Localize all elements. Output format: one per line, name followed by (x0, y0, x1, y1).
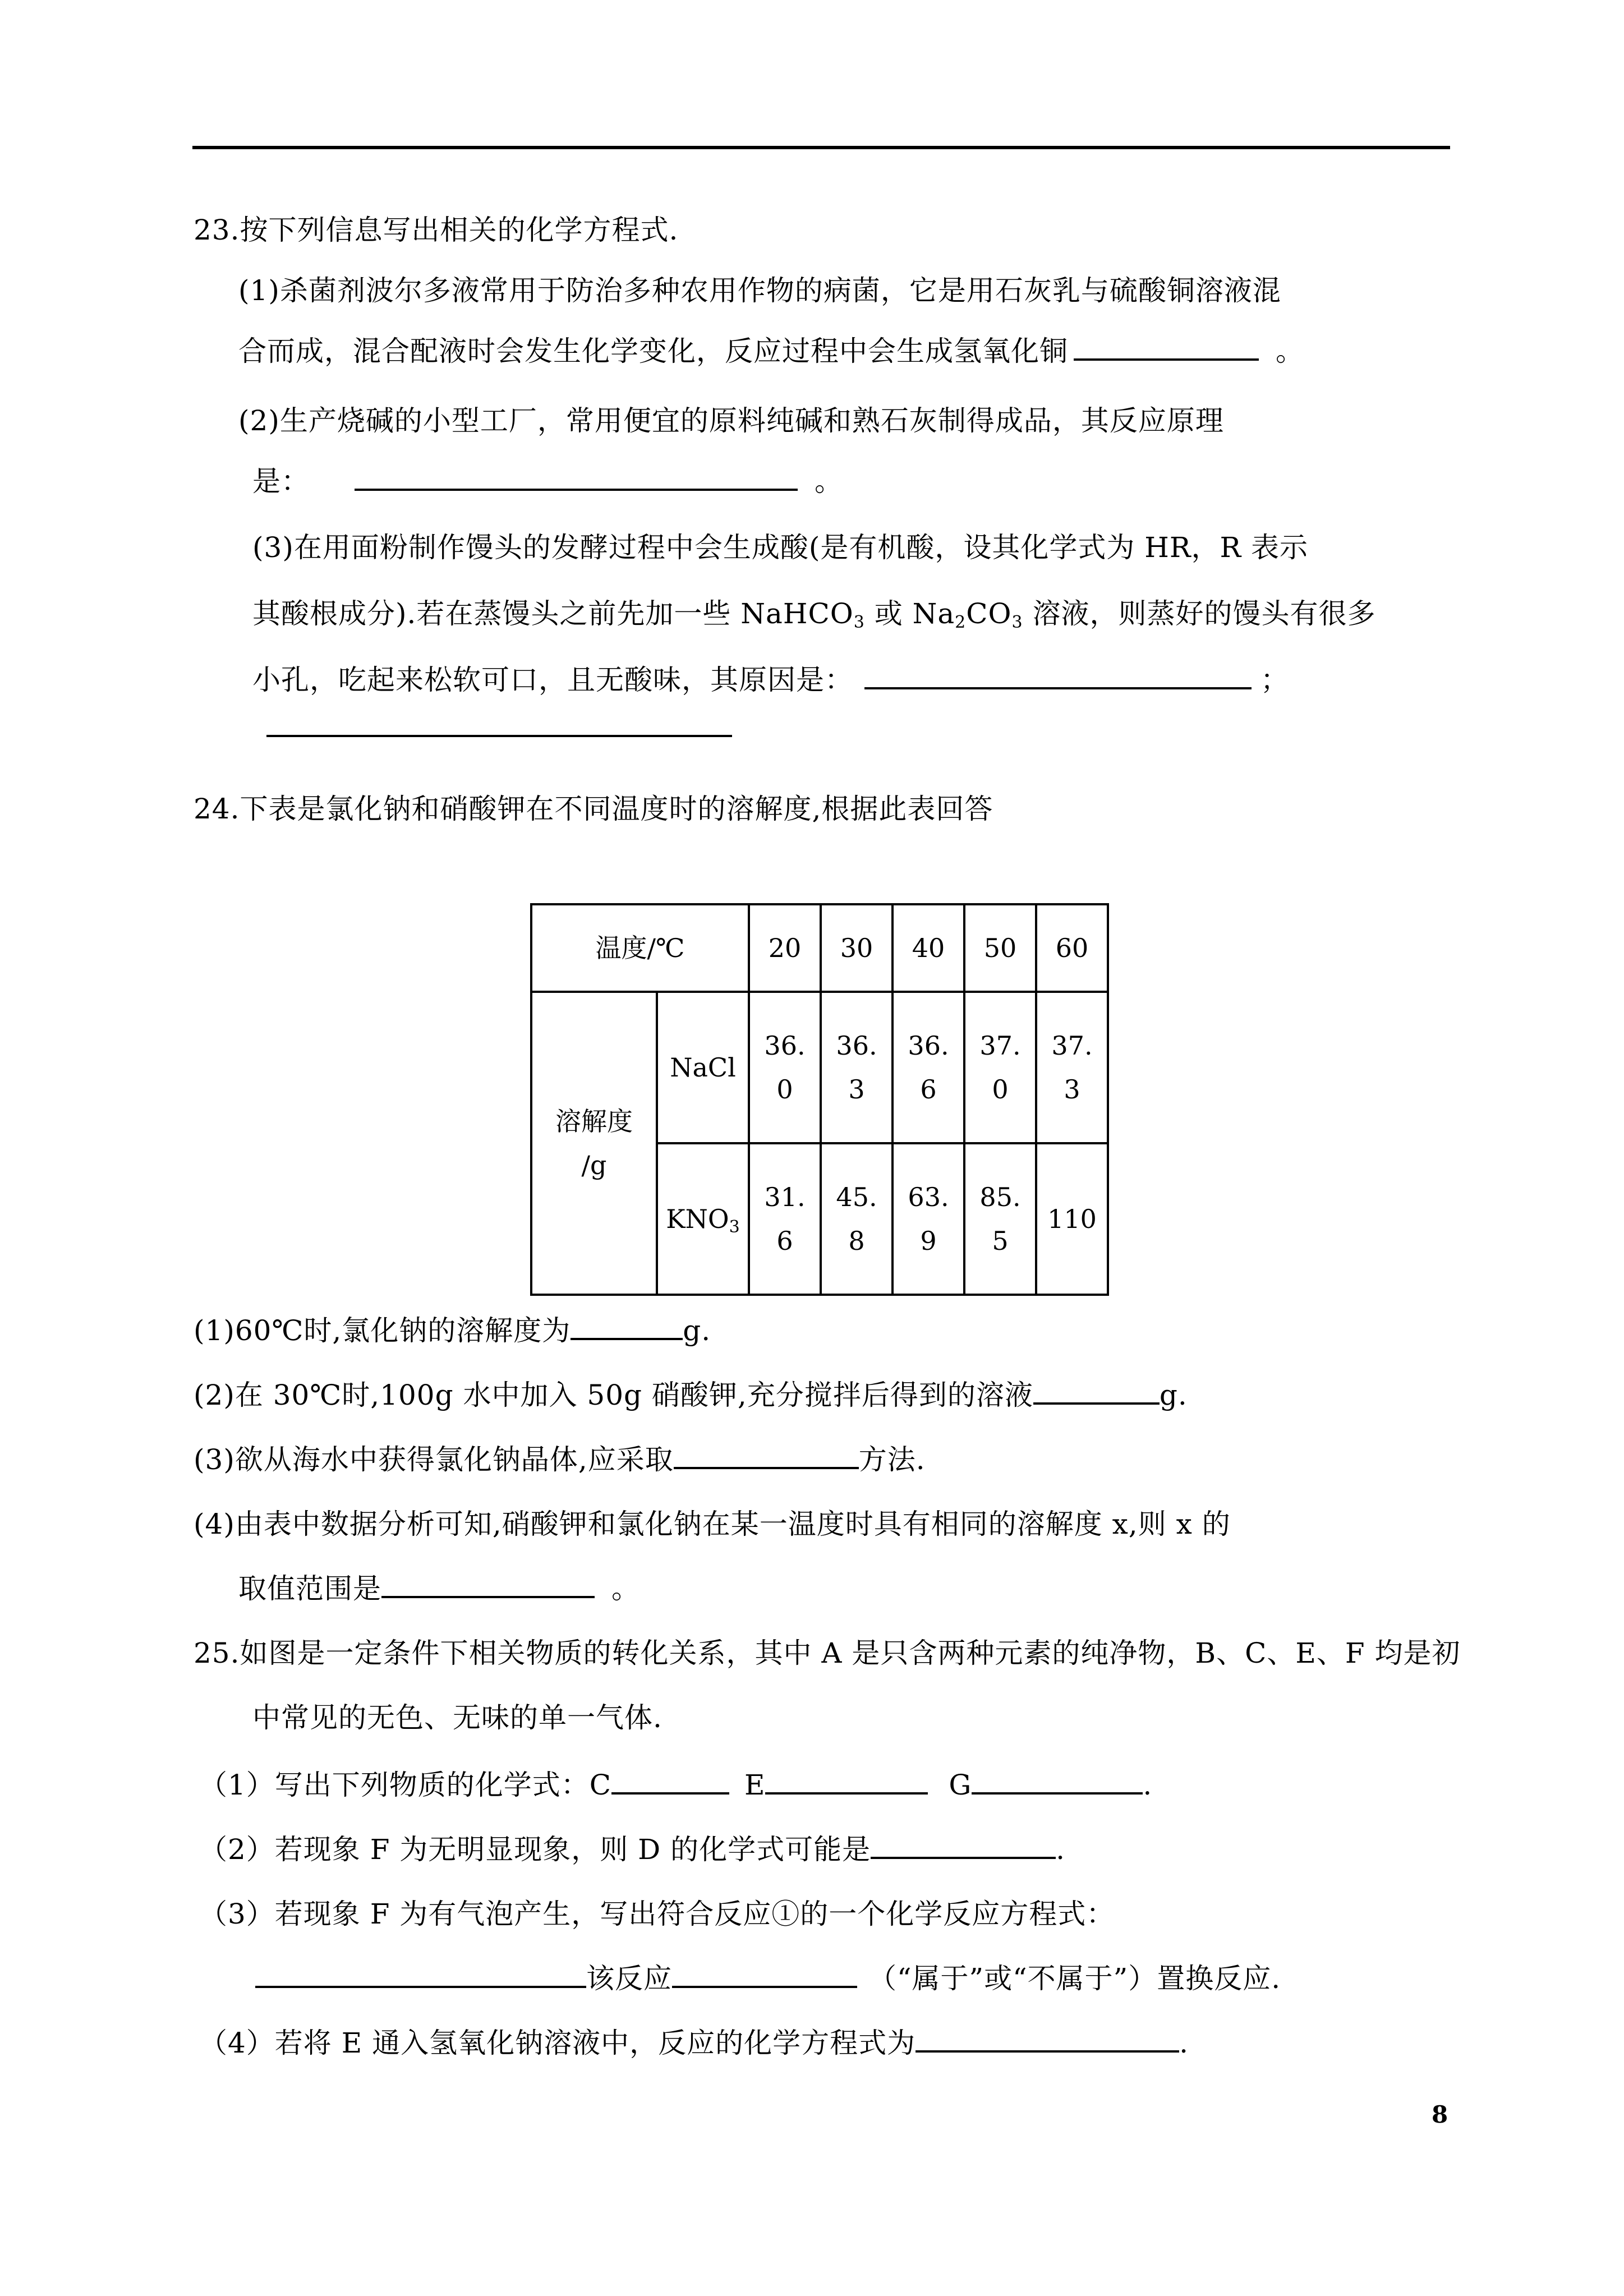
temp-cell: 60 (1036, 904, 1108, 992)
nacl-value: 36. 6 (892, 992, 964, 1143)
answer-blank[interactable] (674, 1442, 859, 1469)
q24-sub4-line1: (4)由表中数据分析可知,硝酸钾和氯化钠在某一温度时具有相同的溶解度 x,则 x 的 (194, 1508, 1231, 1540)
answer-blank[interactable] (1074, 334, 1259, 361)
kno3-value: 85. 5 (964, 1143, 1036, 1295)
kno3-value: 45. 8 (821, 1143, 892, 1295)
answer-blank[interactable] (972, 1768, 1143, 1795)
kno3-value: 31. 6 (749, 1143, 821, 1295)
kno3-value: 110 (1036, 1143, 1108, 1295)
q25-line2: 中常见的无色、无味的单一气体. (252, 1701, 663, 1734)
temp-cell: 40 (892, 904, 964, 992)
q23-part1-line2: 合而成，混合配液时会发生化学变化，反应过程中会生成氢氧化铜 。 (238, 335, 1304, 367)
q24-sub3: (3)欲从海水中获得氯化钠晶体,应采取 方法. (194, 1443, 926, 1476)
answer-blank[interactable] (571, 1313, 683, 1340)
q23-title: 23.按下列信息写出相关的化学方程式. (194, 214, 679, 246)
nacl-label: NaCl (657, 992, 749, 1143)
kno3-label: $KNO_3$ (657, 1143, 749, 1295)
temp-header: 温度/℃ (531, 904, 749, 992)
q25-sub1: （1）写出下列物质的化学式：C E G . (199, 1769, 1153, 1801)
q23-part3-line1: (3)在用面粉制作馒头的发酵过程中会生成酸(是有机酸，设其化学式为 HR，R 表示 (252, 531, 1309, 564)
q25-sub2: （2）若现象 F 为无明显现象，则 D 的化学式可能是 . (199, 1833, 1066, 1866)
nacl-value: 36. 0 (749, 992, 821, 1143)
answer-blank[interactable] (1033, 1378, 1160, 1405)
nacl-value: 36. 3 (821, 992, 892, 1143)
answer-blank[interactable] (381, 1571, 595, 1598)
q25-sub3: （3）若现象 F 为有气泡产生，写出符合反应①的一个化学反应方程式： (199, 1898, 1115, 1930)
nacl-value: 37. 3 (1036, 992, 1108, 1143)
q25-sub3-line2: 该反应 （“属于”或“不属于”）置换反应. (255, 1961, 1281, 1996)
temp-cell: 20 (749, 904, 821, 992)
answer-blank[interactable] (864, 662, 1252, 689)
answer-blank[interactable] (765, 1768, 928, 1795)
answer-blank[interactable] (871, 1832, 1056, 1859)
nacl-value: 37. 0 (964, 992, 1036, 1143)
q24-sub1: (1)60℃时,氯化钠的溶解度为 g. (194, 1314, 711, 1347)
q24-title: 24.下表是氯化钠和硝酸钾在不同温度时的溶解度,根据此表回答 (194, 793, 993, 825)
kno3-value: 63. 9 (892, 1143, 964, 1295)
answer-blank[interactable] (355, 464, 798, 491)
answer-blank[interactable] (915, 2026, 1179, 2053)
q25-line1: 25.如图是一定条件下相关物质的转化关系，其中 A 是只含两种元素的纯净物，B、C、E、F 均是初 (194, 1637, 1461, 1669)
temp-cell: 30 (821, 904, 892, 992)
answer-blank[interactable] (672, 1961, 857, 1988)
answer-blank[interactable] (255, 1961, 586, 1988)
q24-sub2: (2)在 30℃时,100g 水中加入 50g 硝酸钾,充分搅拌后得到的溶液 g. (194, 1379, 1188, 1411)
answer-blank[interactable] (611, 1768, 729, 1795)
q23-part2-line1: (2)生产烧碱的小型工厂，常用便宜的原料纯碱和熟石灰制得成品，其反应原理 (238, 404, 1224, 437)
q25-sub4: （4）若将 E 通入氢氧化钠溶液中，反应的化学方程式为 . (199, 2027, 1189, 2059)
q23-part1-text: 合而成，混合配液时会发生化学变化，反应过程中会生成氢氧化铜 (238, 335, 1068, 367)
q24-sub4-line2: 取值范围是 。 (238, 1572, 640, 1605)
temp-cell: 50 (964, 904, 1036, 992)
answer-blank[interactable] (266, 735, 732, 737)
q23-part3-line2: 其酸根成分).若在蒸馒头之前先加一些 NaHCO$_3$ 或 $Na_2CO_3$ 溶液，则蒸好的馒头有很多 (252, 597, 1376, 632)
page-number: 8 (1432, 2101, 1448, 2128)
q23-part2-line2: 是： 。 (252, 465, 843, 498)
q23-part1-line1: (1)杀菌剂波尔多液常用于防治多种农用作物的病菌，它是用石灰乳与硫酸铜溶液混 (238, 274, 1281, 307)
header-rule (192, 146, 1450, 149)
q23-part3-line3: 小孔，吃起来松软可口，且无酸味，其原因是： ； (252, 664, 1289, 696)
solubility-row-label: 溶解度 /g (531, 992, 657, 1295)
solubility-table (530, 903, 1109, 1296)
